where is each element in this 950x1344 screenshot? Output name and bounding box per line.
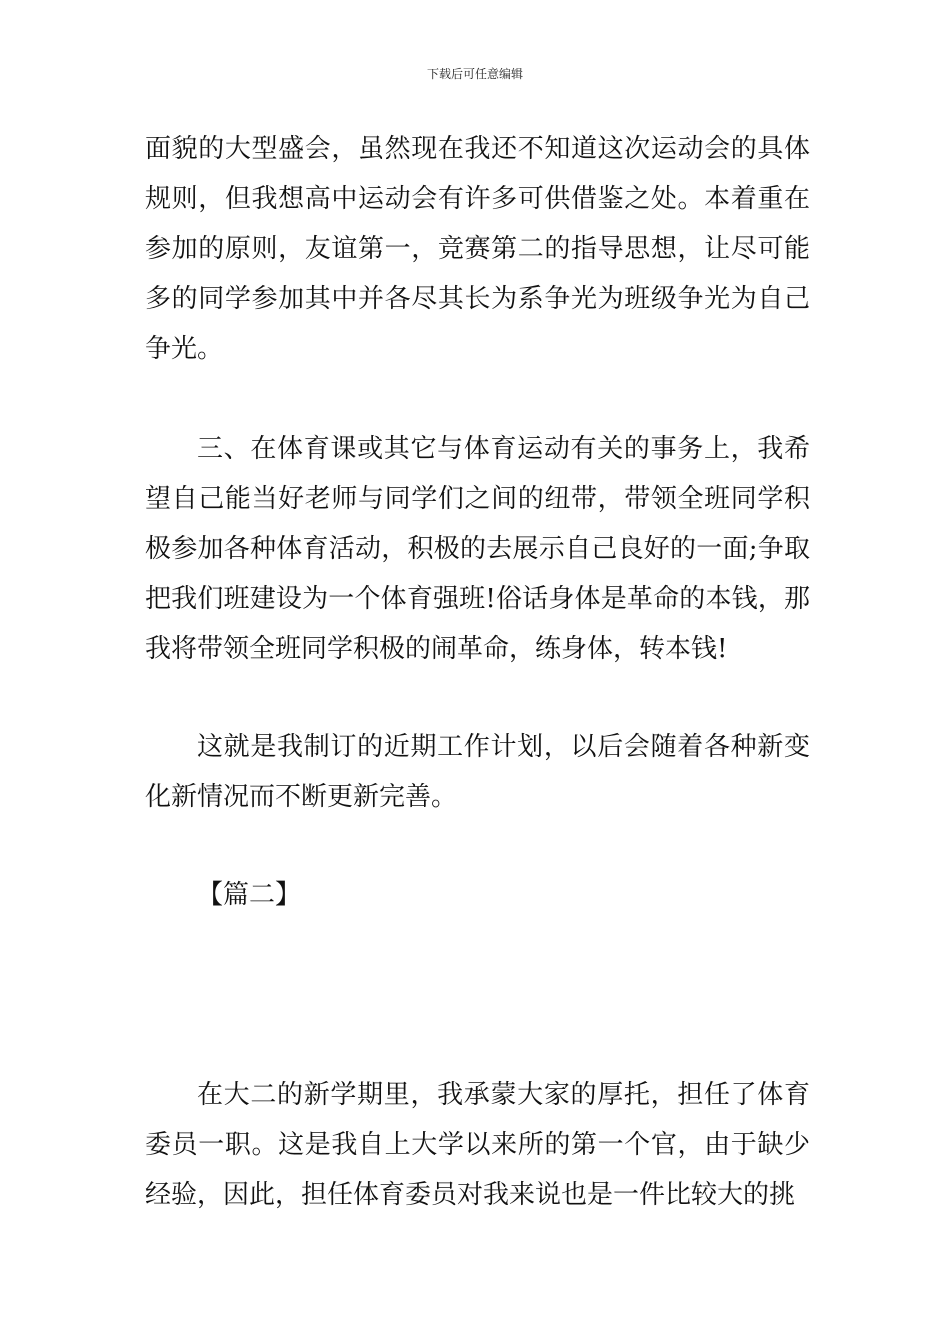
- page-header: 下载后可任意编辑: [426, 67, 523, 81]
- paragraph-item-three: 三、在体育课或其它与体育运动有关的事务上，我希望自己能当好老师与同学们之间的纽带，带领全班同学积极参加各种体育活动，积极的去展示自己良好的一面;争取把我们班建设为一个体育强班!俗话身体是革命的本钱，那我将带领全班同学积极的闹革命，练身体，转本钱!: [145, 434, 810, 664]
- section-heading: 【篇二】: [197, 880, 302, 910]
- paragraph-continuation: 面貌的大型盛会，虽然现在我还不知道这次运动会的具体规则，但我想高中运动会有许多可供借鉴之处。本着重在参加的原则，友谊第一，竞赛第二的指导思想，让尽可能多的同学参加其中并各尽其长为系争光为班级争光为自己争光。: [145, 134, 810, 364]
- paragraph-closing: 这就是我制订的近期工作计划，以后会随着各种新变化新情况而不断更新完善。: [145, 732, 810, 812]
- paragraph-section-two-intro: 在大二的新学期里，我承蒙大家的厚托，担任了体育委员一职。这是我自上大学以来所的第一个官，由于缺少经验，因此，担任体育委员对我来说也是一件比较大的挑: [145, 1080, 810, 1210]
